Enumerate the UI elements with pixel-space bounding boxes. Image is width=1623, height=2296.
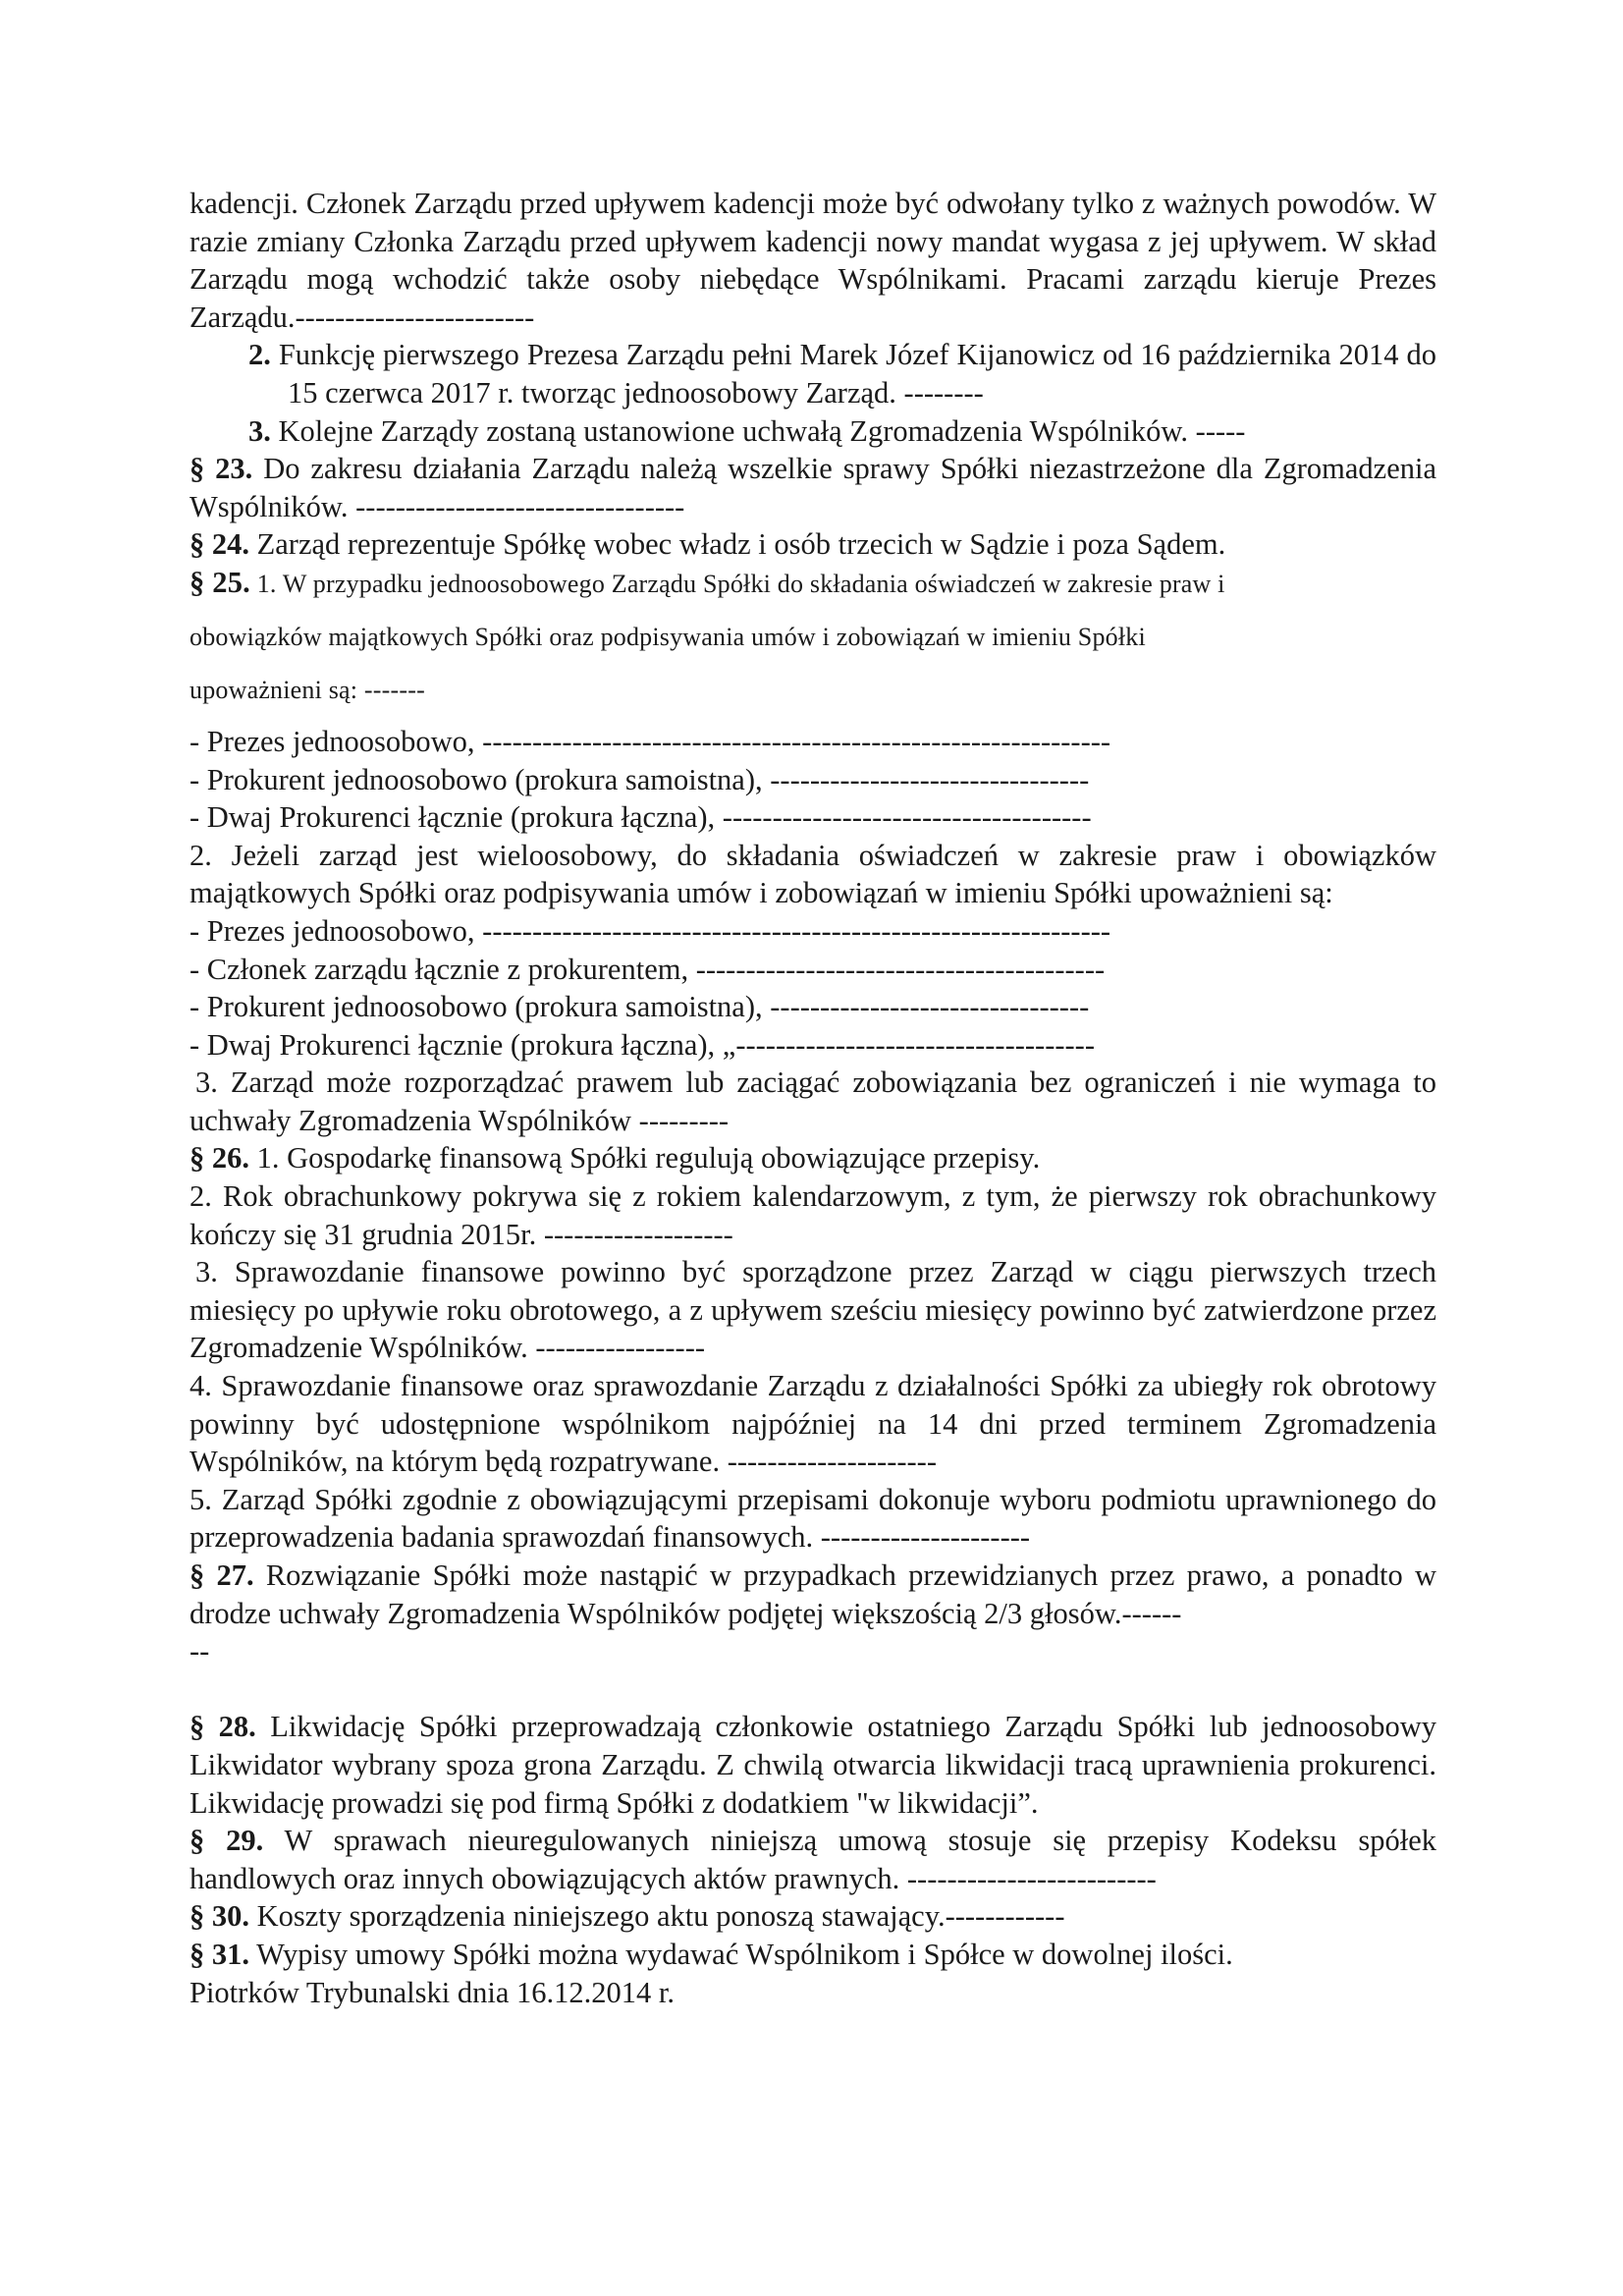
section-24-text: Zarząd reprezentuje Spółkę wobec władz i osób trzecich w Sądzie i poza Sądem. [256,527,1226,562]
section-25-1-line-3: upoważnieni są: ------- [189,675,425,704]
section-25-1-line-1 [189,564,1436,603]
section-28 [189,1708,1436,1822]
section-27-number: § 27. [189,1558,254,1592]
section-25-2: 2. Jeżeli zarząd jest wieloosobowy, do składania oświadczeń w zakresie praw i obowiązków majątkowych Spółki oraz podpisywania umów i zobowiązań w imieniu Spółki upoważnieni są: [189,838,1436,910]
section-26-1-text: 1. Gospodarkę finansową Spółki regulują obowiązujące przepisy. [256,1141,1041,1175]
list-item: - Dwaj Prokurenci łącznie (prokura łączna), ------------------------------------- [189,800,1092,835]
section-29 [189,1822,1436,1897]
section-30 [189,1897,1436,1936]
section-28-number: § 28. [189,1710,256,1744]
blank-line [189,1670,1436,1709]
clause-22-2-text: Funkcję pierwszego Prezesa Zarządu pełni Marek Józef Kijanowicz od 16 października 2014 do 15 czerwca 2017 r. tworząc jednoosobowy Zarząd. -------- [278,338,1436,410]
paragraph-intro: kadencji. Członek Zarządu przed upływem kadencji może być odwołany tylko z ważnych powodów. W razie zmiany Członka Zarządu przed upływem kadencji nowy mandat wygasa z jej upływem. W skład Zarządu mogą wchodzić także osoby niebędące Wspólnikami. Pracami zarządu kieruje Prezes Zarządu.------------------------ [189,187,1436,334]
section-28-text: Likwidację Spółki przeprowadzają członkowie ostatniego Zarządu Spółki lub jednoosobowy Likwidator wybrany spoza grona Zarządu. Z chwilą otwarcia likwidacji tracą uprawnienia prokurenci. Likwidację prowadzi się pod firmą Spółki z dodatkiem "w likwidacji”. [189,1710,1437,1820]
list-single-board [189,723,1436,837]
section-25-3: 3. Zarząd może rozporządzać prawem lub zaciągać zobowiązania bez ograniczeń i nie wymaga to uchwały Zgromadzenia Wspólników --------- [189,1066,1436,1137]
list-item: - Dwaj Prokurenci łącznie (prokura łączna), „------------------------------------ [189,1027,1095,1062]
section-26-number: § 26. [189,1141,249,1175]
section-27-text: Rozwiązanie Spółki może nastąpić w przypadkach przewidzianych przez prawo, a ponadto w drodze uchwały Zgromadzenia Wspólników podjętej większością 2/3 głosów.------ [189,1558,1437,1630]
section-25-1-line-2: obowiązków majątkowych Spółki oraz podpisywania umów i zobowiązań w imieniu Spółki [189,622,1146,651]
list-item: - Prezes jednoosobowo, --------------------------------------------------------------- [189,913,1111,948]
section-26-3: 3. Sprawozdanie finansowe powinno być sporządzone przez Zarząd w ciągu pierwszych trzech miesięcy po upływie roku obrotowego, a z upływem sześciu miesięcy powinno być zatwierdzone przez Zgromadzenie Wspólników. ----------------- [189,1255,1436,1365]
clause-22-2-number: 2. [248,338,271,372]
section-31 [189,1936,1436,1974]
closing-place-date: Piotrków Trybunalski dnia 16.12.2014 r. [189,1975,675,2009]
section-24 [189,525,1436,564]
list-multi-board [189,912,1436,1064]
section-26-2: 2. Rok obrachunkowy pokrywa się z rokiem kalendarzowym, z tym, że pierwszy rok obrachunkowy kończy się 31 grudnia 2015r. ------------------- [189,1179,1436,1251]
section-26-5: 5. Zarząd Spółki zgodnie z obowiązującymi przepisami dokonuje wyboru podmiotu uprawnionego do przeprowadzenia badania sprawozdań finansowych. --------------------- [189,1482,1436,1555]
clause-22-3-text: Kolejne Zarządy zostaną ustanowione uchwałą Zgromadzenia Wspólników. ----- [278,413,1246,448]
section-27-tail: -- [189,1634,210,1668]
list-item: - Prezes jednoosobowo, --------------------------------------------------------------- [189,724,1111,758]
section-26-1 [189,1139,1436,1177]
section-31-number: § 31. [189,1937,249,1971]
clause-22-2 [189,336,1436,411]
clause-22-3-number: 3. [248,413,271,448]
section-23-number: § 23. [189,452,253,486]
list-item: - Prokurent jednoosobowo (prokura samoistna), -------------------------------- [189,762,1090,796]
section-29-number: § 29. [189,1824,264,1858]
list-item: - Prokurent jednoosobowo (prokura samoistna), -------------------------------- [189,990,1090,1024]
section-25-number: § 25. [189,565,250,599]
document-body [189,185,1436,2011]
clause-22-3 [189,412,1436,451]
section-30-text: Koszty sporządzenia niniejszego aktu ponoszą stawający.------------ [256,1899,1065,1934]
section-31-text: Wypisy umowy Spółki można wydawać Wspólnikom i Spółce w dowolnej ilości. [256,1937,1233,1971]
section-26-4: 4. Sprawozdanie finansowe oraz sprawozdanie Zarządu z działalności Spółki za ubiegły rok obrotowy powinny być udostępnione wspólnikom najpóźniej na 14 dni przed terminem Zgromadzenia Wspólników, na którym będą rozpatrywane. --------------------- [189,1369,1436,1479]
section-29-text: W sprawach nieuregulowanych niniejszą umową stosuje się przepisy Kodeksu spółek handlowych oraz innych obowiązujących aktów prawnych. ------------------------- [189,1824,1437,1895]
section-25-1-text-a: 1. W przypadku jednoosobowego Zarządu Spółki do składania oświadczeń w zakresie praw i [256,569,1225,598]
list-item: - Członek zarządu łącznie z prokurentem, ----------------------------------------- [189,952,1106,986]
section-30-number: § 30. [189,1899,249,1934]
section-23 [189,450,1436,525]
section-27 [189,1557,1436,1632]
section-24-number: § 24. [189,527,249,562]
section-23-text: Do zakresu działania Zarządu należą wszelkie sprawy Spółki niezastrzeżone dla Zgromadzenia Wspólników. --------------------------------- [189,452,1436,523]
